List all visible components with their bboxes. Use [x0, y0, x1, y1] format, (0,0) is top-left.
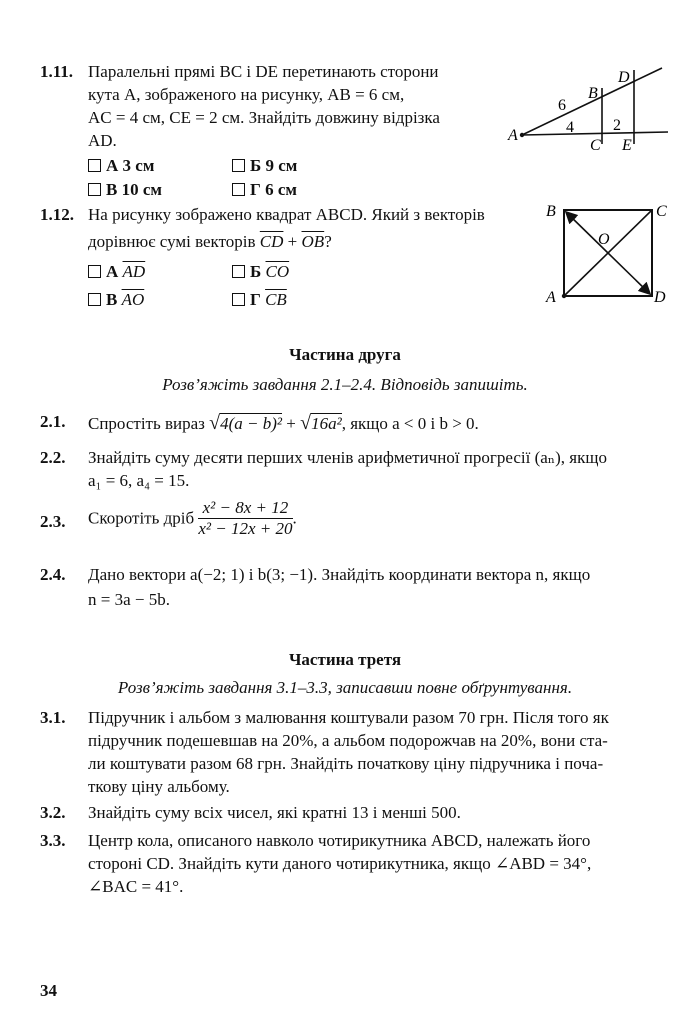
task-text-line: Підручник і альбом з малювання коштували разом 70 грн. Після того як	[88, 708, 609, 727]
task-number: 2.3.	[40, 512, 66, 531]
task-number: 3.1.	[40, 708, 66, 727]
task-text-line: Паралельні прямі BC і DE перетинають сторони	[88, 62, 439, 81]
option-c[interactable]: В $\overline{AO}$	[88, 290, 144, 310]
task-text-line: Скоротіть дріб $\frac{\text{x² − 8x + 12}}{\text{x² − 12x + 20}}$ .	[88, 498, 297, 538]
task-text-line: дорівнює сумі векторів $\overline{CD} + \overline{OB}$?	[88, 232, 332, 251]
label-c: C	[590, 137, 601, 154]
option-b[interactable]: Б $\overline{CO}$	[232, 262, 289, 282]
option-d[interactable]: Г 6 см	[232, 180, 297, 200]
checkbox-icon[interactable]	[88, 183, 101, 196]
task-number: 1.11.	[40, 62, 74, 81]
option-a[interactable]: А 3 см	[88, 156, 154, 176]
label-c: C	[656, 203, 667, 220]
checkbox-icon[interactable]	[88, 265, 101, 278]
label-e: E	[622, 137, 632, 154]
numerator: x² − 8x + 12	[198, 498, 292, 519]
task-text-line: Центр кола, описаного навколо чотирикутника ABCD, належать його	[88, 831, 591, 850]
task-number: 3.3.	[40, 831, 66, 850]
checkbox-icon[interactable]	[232, 183, 245, 196]
task-text-line: кута A, зображеного на рисунку, AB = 6 см,	[88, 85, 405, 104]
vector-ob: $\overline{OB}$	[301, 232, 325, 251]
task-text-line: AD.	[88, 131, 117, 150]
radical-1: 4(a − b)²	[220, 414, 282, 433]
task-number: 3.2.	[40, 803, 66, 822]
length-ce: 2	[613, 117, 621, 134]
checkbox-icon[interactable]	[88, 293, 101, 306]
section-subtitle: Розв’яжіть завдання 3.1–3.3, записавши повне обґрунтування.	[117, 678, 573, 697]
task-text-line: На рисунку зображено квадрат ABCD. Який з векторів	[88, 205, 485, 224]
task-text-line: Знайдіть суму всіх чисел, які кратні 13 і менші 500.	[88, 803, 461, 822]
task-text-line: підручник подешевшав на 20%, а альбом подорожчав на 20%, вони ста-	[88, 731, 608, 750]
checkbox-icon[interactable]	[232, 265, 245, 278]
task-number: 2.2.	[40, 448, 66, 467]
task-text-line: Знайдіть суму десяти перших членів арифметичної прогресії (aₙ), якщо	[88, 448, 607, 467]
checkbox-icon[interactable]	[88, 159, 101, 172]
section-subtitle: Розв’яжіть завдання 2.1–2.4. Відповідь запишіть.	[162, 375, 528, 394]
task-text-line: Спростіть вираз √4(a − b)² + √16a², якщо a < 0 і b > 0.	[88, 412, 479, 434]
checkbox-icon[interactable]	[232, 159, 245, 172]
task-number: 2.1.	[40, 412, 66, 431]
task-text-line: Дано вектори a(−2; 1) і b(3; −1). Знайдіть координати вектора n, якщо	[88, 565, 591, 584]
vector-cd: $\overline{CD}$	[259, 232, 284, 251]
task-text-line: ткову ціну альбому.	[88, 777, 230, 796]
task-text-line: a₁ = 6, a₄ = 15.	[88, 471, 190, 490]
task-number: 2.4.	[40, 565, 66, 584]
option-d[interactable]: Г $\overline{CB}$	[232, 290, 287, 310]
section-title: Частина третя	[288, 650, 402, 669]
checkbox-icon[interactable]	[232, 293, 245, 306]
option-b[interactable]: Б 9 см	[232, 156, 297, 176]
length-ac: 4	[566, 119, 574, 136]
task-text-line: стороні CD. Знайдіть кути даного чотирикутника, якщо ∠ABD = 34°,	[88, 854, 592, 873]
square-figure	[540, 198, 680, 310]
option-c[interactable]: В 10 см	[88, 180, 162, 200]
denominator: x² − 12x + 20	[198, 519, 293, 538]
radical-2: 16a²	[311, 414, 342, 433]
label-b: B	[546, 203, 556, 220]
task-text-line: ∠BAC = 41°.	[88, 877, 184, 896]
task-text-line: n = 3a − 5b.	[88, 590, 170, 609]
task-number: 1.12.	[40, 205, 74, 224]
option-a[interactable]: А $\overline{AD}$	[88, 262, 145, 282]
label-d: D	[618, 69, 630, 86]
fraction	[198, 498, 292, 539]
length-ab: 6	[558, 97, 566, 114]
triangle-figure	[500, 60, 675, 160]
label-d: D	[654, 289, 666, 306]
label-b: B	[588, 85, 598, 102]
page-number: 34	[40, 981, 57, 1000]
label-a: A	[508, 127, 518, 144]
section-title: Частина друга	[289, 345, 401, 364]
label-a: A	[546, 289, 556, 306]
task-text-line: AC = 4 см, CE = 2 см. Знайдіть довжину відрізка	[88, 108, 440, 127]
task-text-line: ли коштувати разом 68 грн. Знайдіть початкову ціну підручника і поча-	[88, 754, 604, 773]
label-o: O	[598, 231, 610, 248]
